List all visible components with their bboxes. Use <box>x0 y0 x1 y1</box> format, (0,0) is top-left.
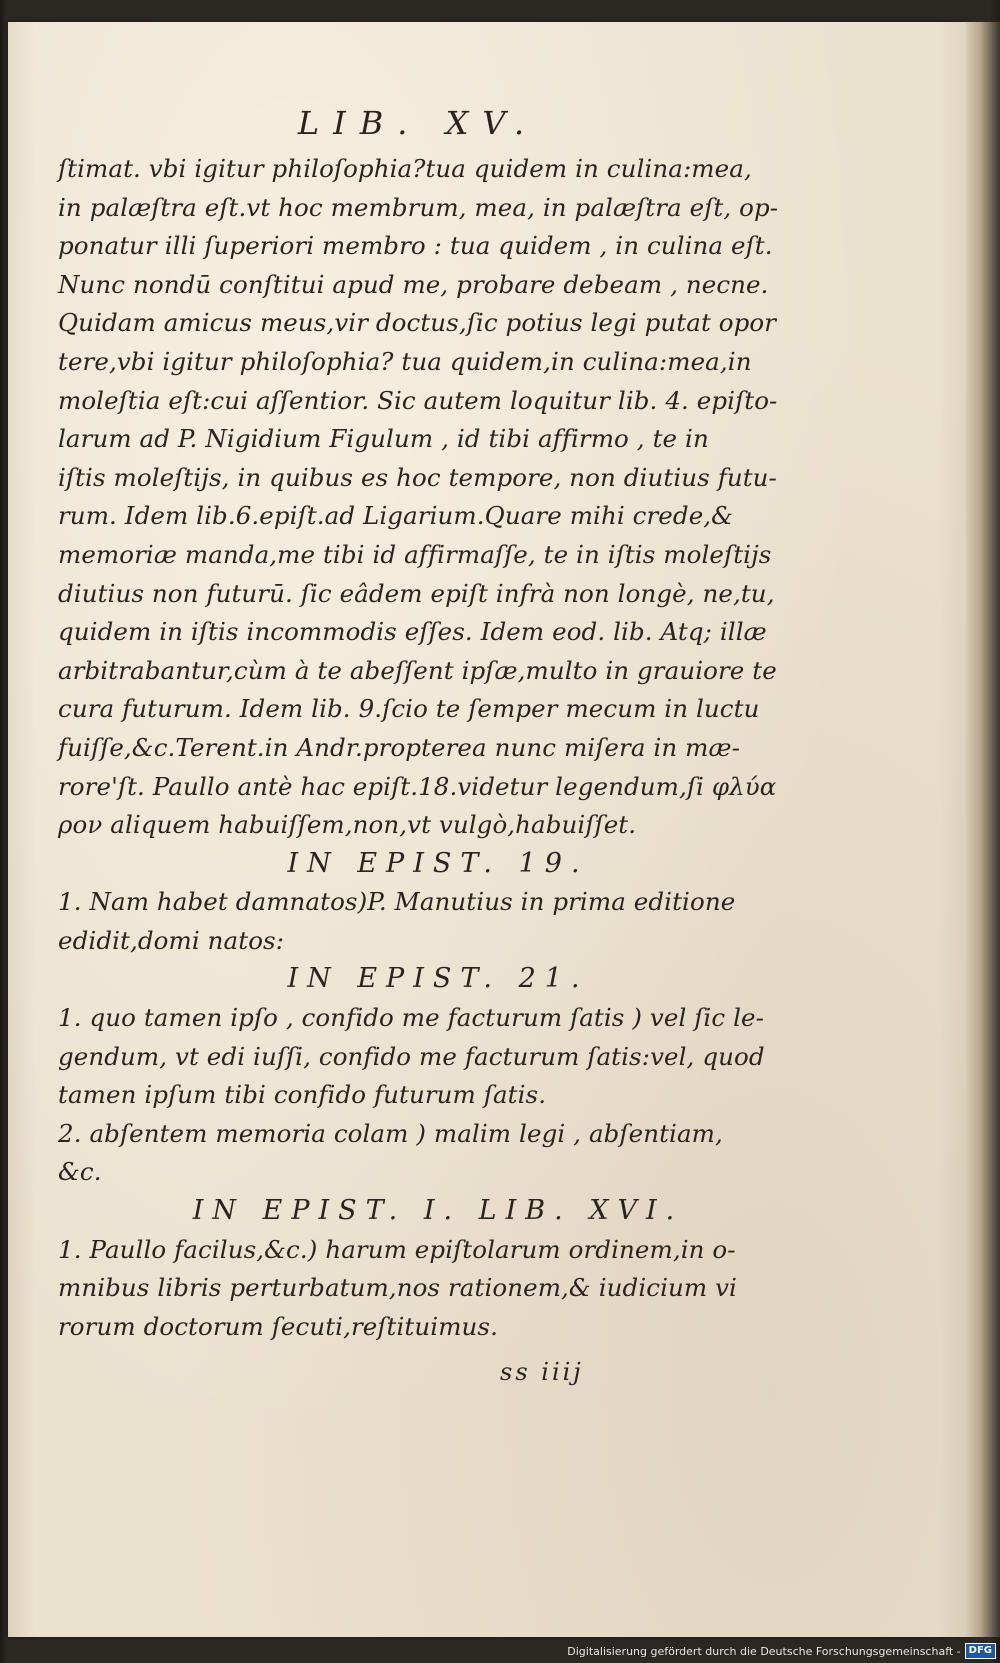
signature-mark: ss iiij <box>500 1358 584 1386</box>
text-line: Nunc nondū conſtitui apud me, probare debeam , necne. <box>58 269 769 299</box>
section-heading: IN EPIST. I. LIB. XVI. <box>192 1195 684 1227</box>
text-line: memoriæ manda,me tibi id affirmaſſe, te in iſtis moleſtijs <box>58 539 772 569</box>
text-line: in palæſtra eſt.vt hoc membrum, mea, in palæſtra eſt, op- <box>58 192 779 222</box>
text-line: ſtimat. vbi igitur philoſophia?tua quidem in culina:mea, <box>58 154 752 183</box>
text-line: 2. abſentem memoria colam ) malim legi , abſentiam, <box>58 1118 723 1148</box>
text-line: moleſtia eſt:cui aſſentior. Sic autem loquitur lib. 4. epiſto- <box>58 385 778 415</box>
text-line: Quidam amicus meus,vir doctus,ſic potius legi putat opor <box>58 308 777 338</box>
text-line: rorum doctorum ſecuti,reſtituimus. <box>58 1311 498 1341</box>
text-line: arbitrabantur,cùm à te abeſſent ipſæ,multo in grauiore te <box>58 655 777 685</box>
text-line: tamen ipſum tibi confido futurum ſatis. <box>58 1080 547 1110</box>
text-line: cura futurum. Idem lib. 9.ſcio te ſemper mecum in luctu <box>58 694 760 724</box>
footer-credit: Digitalisierung gefördert durch die Deutsche Forschungsgemeinschaft - <box>567 1644 961 1658</box>
text-line: tere,vbi igitur philoſophia? tua quidem,in culina:mea,in <box>58 346 752 376</box>
text-line: larum ad P. Nigidium Figulum , id tibi affirmo , te in <box>58 424 709 454</box>
text-line: fuiſſe,&c.Terent.in Andr.propterea nunc miſera in mæ- <box>58 732 740 762</box>
section-heading: IN EPIST. 21. <box>287 963 589 995</box>
text-line: quidem in iſtis incommodis eſſes. Idem eod. lib. Atq; illæ <box>58 617 767 647</box>
head-spacer <box>58 105 778 150</box>
page-edge-shadow <box>966 22 1000 1637</box>
text-line: mnibus libris perturbatum,nos rationem,& iudicium vi <box>58 1273 737 1303</box>
text-line: 1. Nam habet damnatos)P. Manutius in prima editione <box>58 887 736 917</box>
text-line: 1. Paullo facilus,&c.) harum epiſtolarum ordinem,in o- <box>58 1234 736 1264</box>
text-line: rum. Idem lib.6.epiſt.ad Ligarium.Quare mihi crede,& <box>58 501 734 531</box>
running-head: LIB. XV. <box>297 104 539 142</box>
text-line: &c. <box>58 1157 102 1187</box>
text-line: diutius non futurū. ſic eâdem epiſt infrà non longè, ne,tu, <box>58 578 775 608</box>
section-heading: IN EPIST. 19. <box>287 847 589 879</box>
page-text-block <box>58 105 778 1346</box>
digitization-footer <box>567 1642 996 1660</box>
text-line: edidit,domi natos: <box>58 925 285 955</box>
dfg-logo-icon: DFG <box>965 1643 996 1659</box>
text-line: iſtis moleſtijs, in quibus es hoc tempore, non diutius futu- <box>58 462 777 492</box>
text-line: gendum, vt edi iuſſi, confido me facturum ſatis:vel, quod <box>58 1041 765 1071</box>
text-line: 1. quo tamen ipſo , confido me facturum ſatis ) vel ſic le- <box>58 1003 764 1033</box>
text-line: ρον aliquem habuiſſem,non,vt vulgò,habuiſſet. <box>58 810 637 840</box>
text-line: ponatur illi ſuperiori membro : tua quidem , in culina eſt. <box>58 231 773 261</box>
text-line: rore'ſt. Paullo antè hac epiſt.18.videtur legendum,ſi φλύα <box>58 771 777 801</box>
